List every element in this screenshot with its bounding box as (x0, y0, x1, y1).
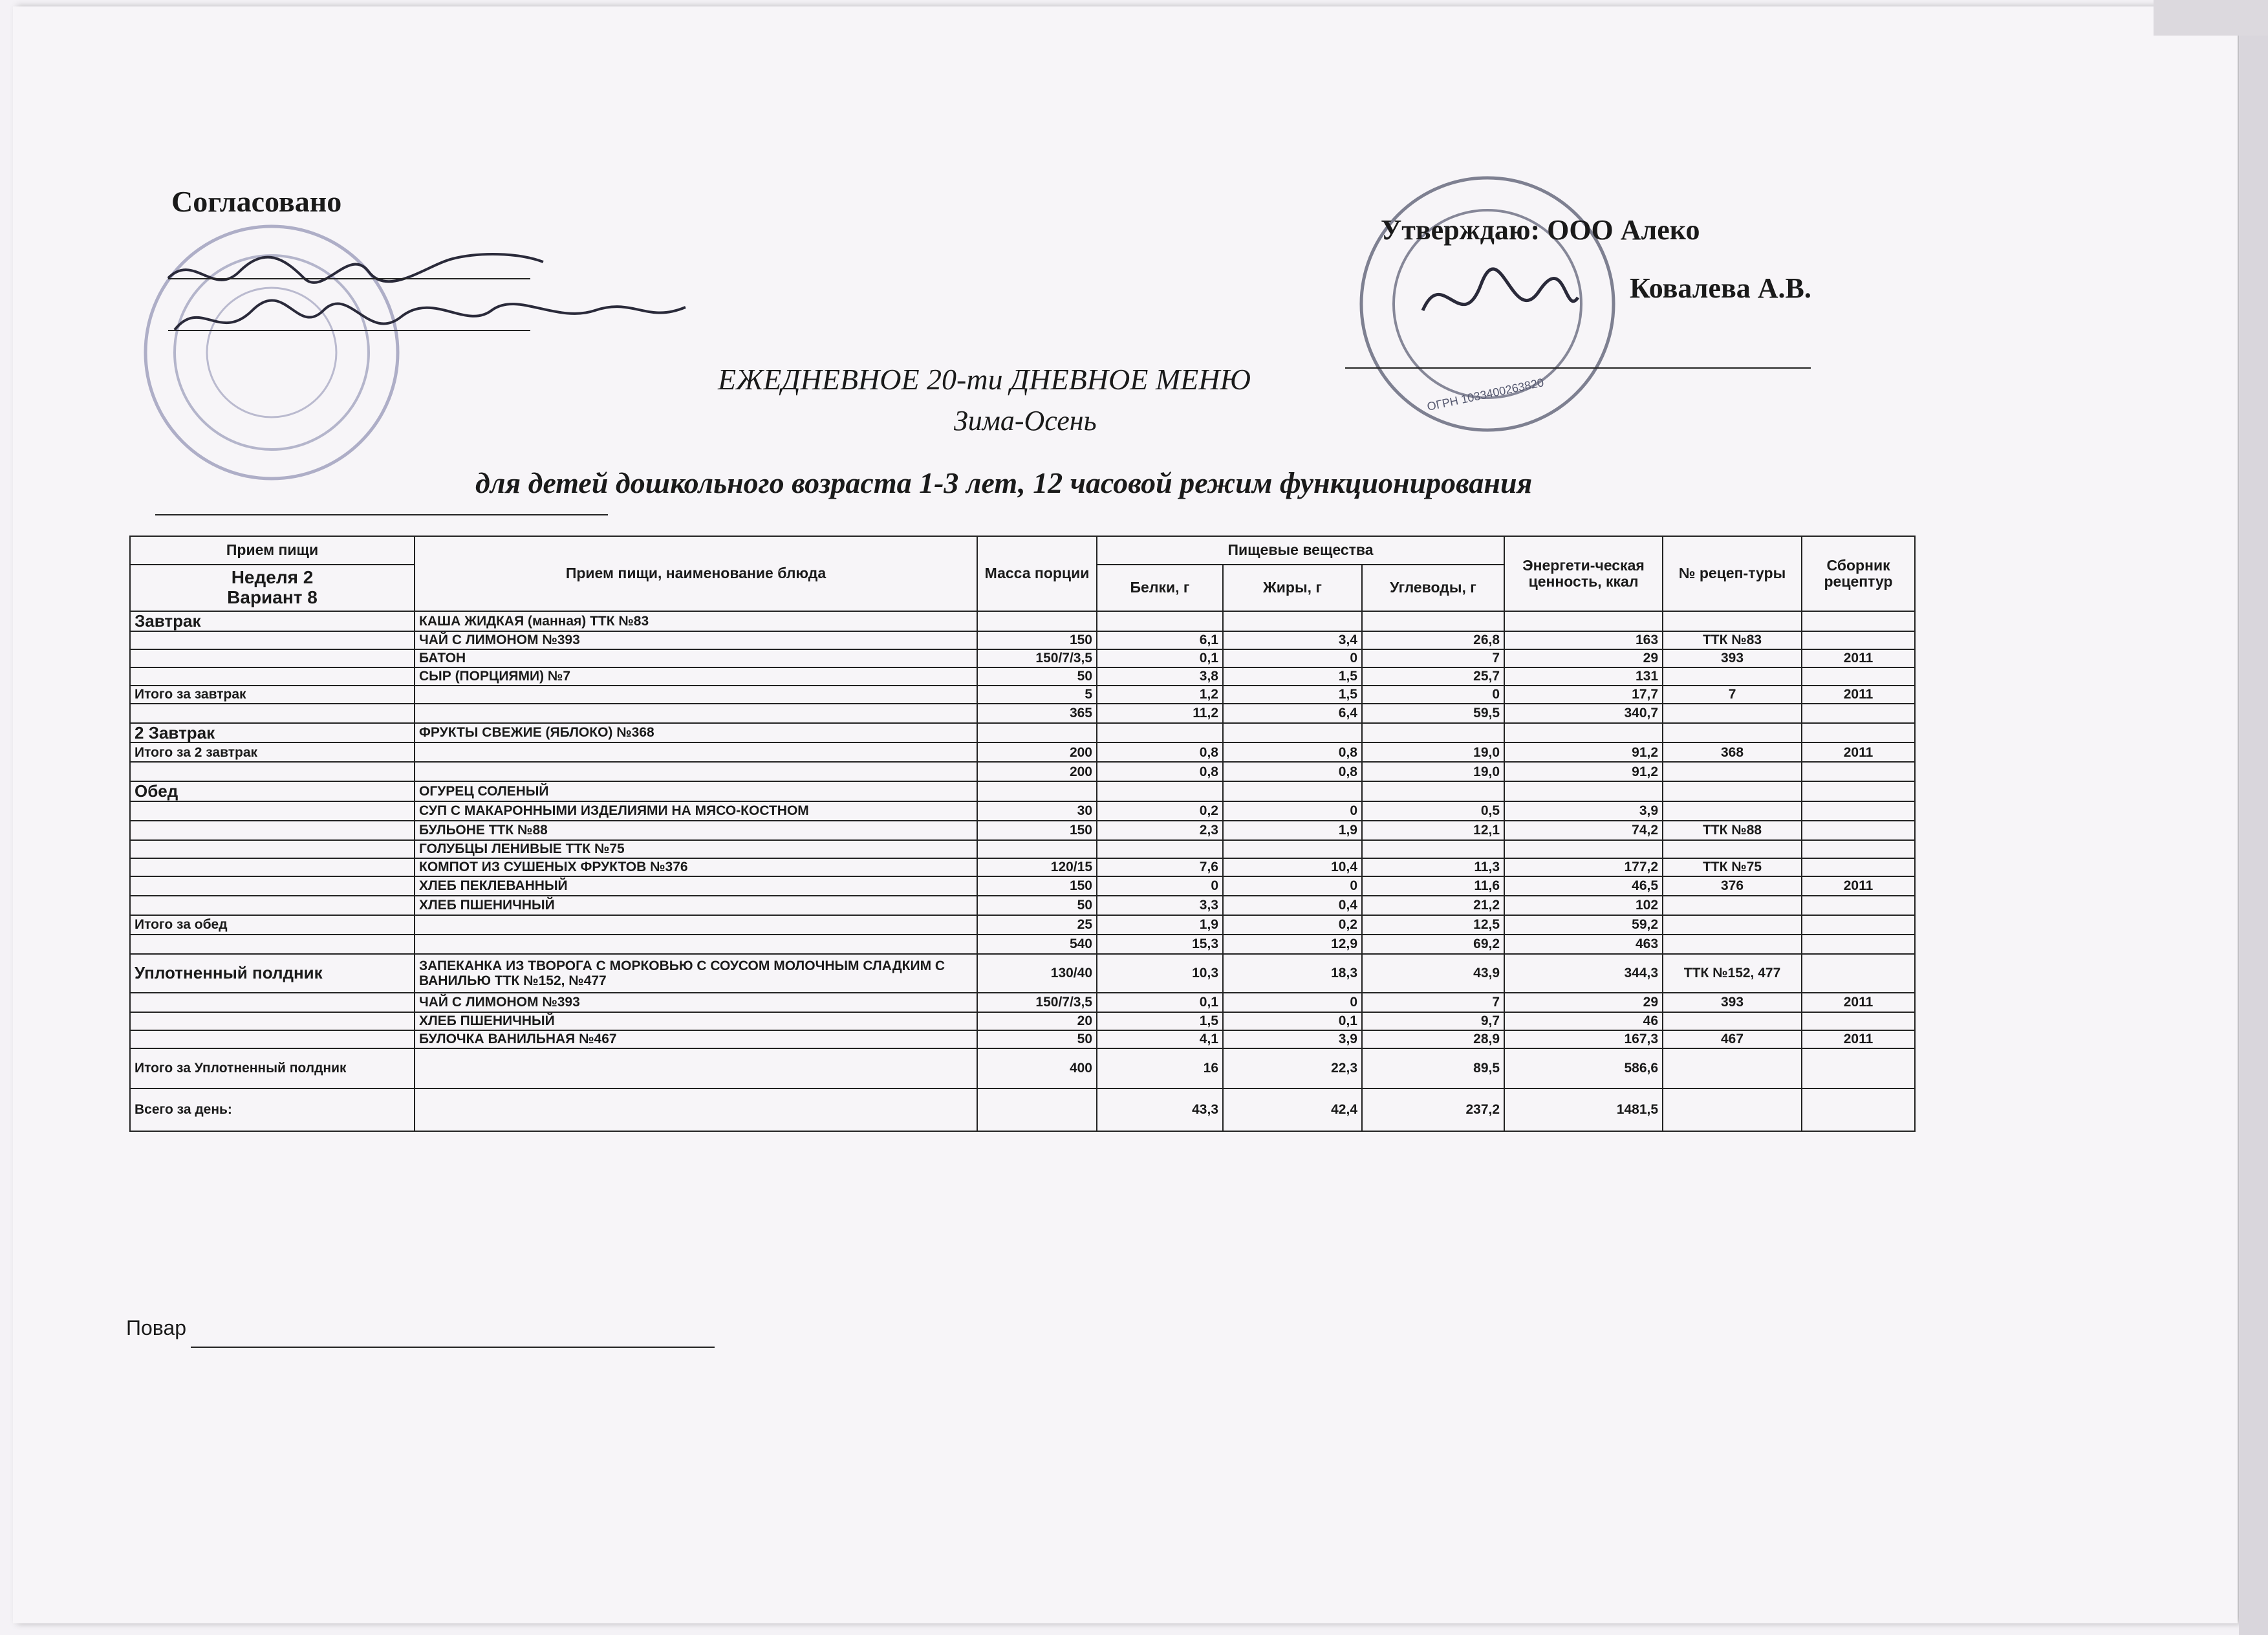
recipe-cell (1663, 611, 1802, 631)
dish-cell: БУЛОЧКА ВАНИЛЬНАЯ №467 (415, 1030, 977, 1048)
scan-edge (2239, 0, 2268, 1635)
protein-cell: 3,3 (1097, 896, 1223, 915)
cook-label: Повар (126, 1316, 187, 1339)
signature-line (191, 1347, 715, 1348)
energy-cell: 131 (1504, 667, 1663, 686)
energy-cell: 340,7 (1504, 704, 1663, 723)
fat-cell: 42,4 (1223, 1088, 1362, 1131)
protein-cell: 1,5 (1097, 1012, 1223, 1030)
fat-cell: 3,4 (1223, 631, 1362, 649)
carb-cell: 12,5 (1362, 915, 1504, 935)
book-cell (1802, 723, 1915, 743)
mass-cell: 130/40 (977, 954, 1097, 993)
meal-cell: Всего за день: (130, 1088, 415, 1131)
recipe-cell: 7 (1663, 686, 1802, 704)
signature-line (168, 330, 530, 331)
energy-cell: 586,6 (1504, 1048, 1663, 1088)
carb-cell: 19,0 (1362, 742, 1504, 762)
dish-cell: БУЛЬОНЕ ТТК №88 (415, 821, 977, 840)
meal-cell (130, 858, 415, 876)
table-row (130, 631, 1915, 649)
table-row (130, 954, 1915, 993)
dish-cell (415, 1048, 977, 1088)
book-cell (1802, 896, 1915, 915)
protein-cell (1097, 611, 1223, 631)
meal-cell (130, 1012, 415, 1030)
carb-cell (1362, 723, 1504, 743)
meal-cell (130, 821, 415, 840)
recipe-cell (1663, 896, 1802, 915)
carb-cell: 69,2 (1362, 935, 1504, 954)
dish-cell: КАША ЖИДКАЯ (манная) ТТК №83 (415, 611, 977, 631)
dish-cell (415, 742, 977, 762)
carb-cell: 0,5 (1362, 801, 1504, 821)
energy-cell: 46,5 (1504, 876, 1663, 896)
dish-cell: ХЛЕБ ПШЕНИЧНЫЙ (415, 896, 977, 915)
dish-cell: СЫР (ПОРЦИЯМИ) №7 (415, 667, 977, 686)
mass-cell: 20 (977, 1012, 1097, 1030)
book-cell (1802, 858, 1915, 876)
energy-cell (1504, 840, 1663, 858)
recipe-cell (1663, 1048, 1802, 1088)
fat-cell: 10,4 (1223, 858, 1362, 876)
signature-line (155, 514, 608, 515)
week-label: Неделя 2 (231, 567, 314, 588)
dish-cell (415, 762, 977, 781)
book-cell (1802, 1048, 1915, 1088)
table-row (130, 876, 1915, 896)
energy-cell: 344,3 (1504, 954, 1663, 993)
col-meal: Прием пищи (130, 536, 415, 565)
recipe-cell (1663, 1012, 1802, 1030)
energy-cell (1504, 723, 1663, 743)
protein-cell: 15,3 (1097, 935, 1223, 954)
carb-cell: 21,2 (1362, 896, 1504, 915)
energy-cell: 91,2 (1504, 762, 1663, 781)
mass-cell: 50 (977, 1030, 1097, 1048)
mass-cell: 5 (977, 686, 1097, 704)
col-mass: Масса порции (977, 536, 1097, 611)
meal-cell (130, 631, 415, 649)
protein-cell: 3,8 (1097, 667, 1223, 686)
mass-cell: 150 (977, 821, 1097, 840)
protein-cell: 16 (1097, 1048, 1223, 1088)
protein-cell: 7,6 (1097, 858, 1223, 876)
book-cell (1802, 840, 1915, 858)
dish-cell: КОМПОТ ИЗ СУШЕНЫХ ФРУКТОВ №376 (415, 858, 977, 876)
fat-cell: 0,4 (1223, 896, 1362, 915)
fat-cell: 1,5 (1223, 686, 1362, 704)
carb-cell: 237,2 (1362, 1088, 1504, 1131)
carb-cell: 43,9 (1362, 954, 1504, 993)
book-cell (1802, 631, 1915, 649)
book-cell (1802, 821, 1915, 840)
table-row (130, 821, 1915, 840)
recipe-cell (1663, 723, 1802, 743)
carb-cell: 12,1 (1362, 821, 1504, 840)
recipe-cell (1663, 704, 1802, 723)
book-cell (1802, 611, 1915, 631)
table-row (130, 781, 1915, 801)
recipe-cell: ТТК №83 (1663, 631, 1802, 649)
protein-cell: 0,2 (1097, 801, 1223, 821)
energy-cell: 17,7 (1504, 686, 1663, 704)
fat-cell: 0,1 (1223, 1012, 1362, 1030)
season-label: Зима-Осень (954, 405, 1097, 437)
energy-cell (1504, 781, 1663, 801)
approver-name: Ковалева А.В. (1630, 272, 1811, 304)
fat-cell: 0 (1223, 649, 1362, 667)
meal-cell (130, 1030, 415, 1048)
mass-cell: 150 (977, 631, 1097, 649)
table-row (130, 1088, 1915, 1131)
recipe-cell: 368 (1663, 742, 1802, 762)
dish-cell: ФРУКТЫ СВЕЖИЕ (ЯБЛОКО) №368 (415, 723, 977, 743)
recipe-cell: ТТК №152, 477 (1663, 954, 1802, 993)
meal-cell: Итого за завтрак (130, 686, 415, 704)
mass-cell: 150 (977, 876, 1097, 896)
table-row (130, 1030, 1915, 1048)
col-fat: Жиры, г (1223, 565, 1362, 611)
fat-cell: 1,5 (1223, 667, 1362, 686)
recipe-cell: 393 (1663, 993, 1802, 1012)
fat-cell (1223, 723, 1362, 743)
book-cell (1802, 915, 1915, 935)
table-row (130, 762, 1915, 781)
dish-cell (415, 1088, 977, 1131)
carb-cell: 25,7 (1362, 667, 1504, 686)
dish-cell (415, 686, 977, 704)
dish-cell: ГОЛУБЦЫ ЛЕНИВЫЕ ТТК №75 (415, 840, 977, 858)
book-cell: 2011 (1802, 742, 1915, 762)
signature-line (168, 278, 530, 279)
carb-cell (1362, 781, 1504, 801)
recipe-cell (1663, 781, 1802, 801)
table-row (130, 993, 1915, 1012)
mass-cell (977, 611, 1097, 631)
meal-cell: Завтрак (130, 611, 415, 631)
recipe-cell: 393 (1663, 649, 1802, 667)
table-row (130, 1048, 1915, 1088)
meal-cell: Итого за Уплотненный полдник (130, 1048, 415, 1088)
protein-cell: 1,2 (1097, 686, 1223, 704)
col-book: Сборник рецептур (1802, 536, 1915, 611)
carb-cell (1362, 611, 1504, 631)
fat-cell: 0,8 (1223, 742, 1362, 762)
book-cell (1802, 1088, 1915, 1131)
protein-cell (1097, 781, 1223, 801)
meal-cell: 2 Завтрак (130, 723, 415, 743)
menu-table (129, 536, 1916, 1132)
book-cell: 2011 (1802, 686, 1915, 704)
fat-cell: 18,3 (1223, 954, 1362, 993)
dish-cell: ОГУРЕЦ СОЛЕНЫЙ (415, 781, 977, 801)
carb-cell: 11,3 (1362, 858, 1504, 876)
carb-cell: 28,9 (1362, 1030, 1504, 1048)
table-row (130, 840, 1915, 858)
energy-cell: 1481,5 (1504, 1088, 1663, 1131)
menu-subtitle: для детей дошкольного возраста 1-3 лет, 12 часовой режим функционирования (475, 466, 1533, 499)
recipe-cell (1663, 762, 1802, 781)
recipe-cell (1663, 915, 1802, 935)
table-row (130, 1012, 1915, 1030)
meal-cell (130, 993, 415, 1012)
table-row (130, 915, 1915, 935)
meal-cell: Итого за обед (130, 915, 415, 935)
mass-cell (977, 723, 1097, 743)
mass-cell: 50 (977, 667, 1097, 686)
carb-cell: 19,0 (1362, 762, 1504, 781)
dish-cell (415, 704, 977, 723)
book-cell (1802, 801, 1915, 821)
col-nutrients: Пищевые вещества (1097, 536, 1504, 565)
fat-cell: 0 (1223, 993, 1362, 1012)
table-row (130, 896, 1915, 915)
table-row (130, 935, 1915, 954)
meal-cell (130, 801, 415, 821)
energy-cell: 29 (1504, 993, 1663, 1012)
mass-cell: 150/7/3,5 (977, 993, 1097, 1012)
fat-cell: 0,8 (1223, 762, 1362, 781)
carb-cell: 7 (1362, 649, 1504, 667)
book-cell (1802, 935, 1915, 954)
mass-cell: 25 (977, 915, 1097, 935)
protein-cell: 0,1 (1097, 649, 1223, 667)
carb-cell: 26,8 (1362, 631, 1504, 649)
meal-cell (130, 840, 415, 858)
fat-cell: 0 (1223, 801, 1362, 821)
protein-cell: 2,3 (1097, 821, 1223, 840)
meal-cell (130, 649, 415, 667)
variant-label: Вариант 8 (227, 587, 318, 607)
dish-cell: ЗАПЕКАНКА ИЗ ТВОРОГА С МОРКОВЬЮ С СОУСОМ МОЛОЧНЫМ СЛАДКИМ С ВАНИЛЬЮ ТТК №152, №477 (415, 954, 977, 993)
book-cell: 2011 (1802, 1030, 1915, 1048)
mass-cell: 30 (977, 801, 1097, 821)
book-cell (1802, 954, 1915, 993)
protein-cell: 6,1 (1097, 631, 1223, 649)
mass-cell: 200 (977, 742, 1097, 762)
book-cell (1802, 781, 1915, 801)
protein-cell: 0,1 (1097, 993, 1223, 1012)
energy-cell: 59,2 (1504, 915, 1663, 935)
carb-cell: 0 (1362, 686, 1504, 704)
mass-cell (977, 781, 1097, 801)
fat-cell: 0 (1223, 876, 1362, 896)
carb-cell: 7 (1362, 993, 1504, 1012)
mass-cell (977, 840, 1097, 858)
recipe-cell (1663, 935, 1802, 954)
mass-cell (977, 1088, 1097, 1131)
book-cell (1802, 1012, 1915, 1030)
meal-cell: Обед (130, 781, 415, 801)
fat-cell: 0,2 (1223, 915, 1362, 935)
col-protein: Белки, г (1097, 565, 1223, 611)
dish-cell: ЧАЙ С ЛИМОНОМ №393 (415, 993, 977, 1012)
book-cell: 2011 (1802, 993, 1915, 1012)
energy-cell: 167,3 (1504, 1030, 1663, 1048)
energy-cell: 29 (1504, 649, 1663, 667)
meal-cell (130, 762, 415, 781)
meal-cell: Уплотненный полдник (130, 954, 415, 993)
dish-cell: БАТОН (415, 649, 977, 667)
fat-cell: 1,9 (1223, 821, 1362, 840)
menu-title: ЕЖЕДНЕВНОЕ 20-ти ДНЕВНОЕ МЕНЮ (718, 363, 1251, 396)
dish-cell: ЧАЙ С ЛИМОНОМ №393 (415, 631, 977, 649)
book-cell: 2011 (1802, 649, 1915, 667)
energy-cell: 3,9 (1504, 801, 1663, 821)
mass-cell: 50 (977, 896, 1097, 915)
table-row (130, 649, 1915, 667)
table-row (130, 704, 1915, 723)
book-cell (1802, 667, 1915, 686)
table-row (130, 686, 1915, 704)
menu-body (130, 611, 1915, 1131)
energy-cell: 46 (1504, 1012, 1663, 1030)
recipe-cell (1663, 840, 1802, 858)
energy-cell: 74,2 (1504, 821, 1663, 840)
protein-cell: 0,8 (1097, 762, 1223, 781)
meal-cell (130, 667, 415, 686)
col-dish: Прием пищи, наименование блюда (415, 536, 977, 611)
meal-cell (130, 935, 415, 954)
book-cell: 2011 (1802, 876, 1915, 896)
scan-corner (2154, 0, 2268, 36)
dish-cell: ХЛЕБ ПЕКЛЕВАННЫЙ (415, 876, 977, 896)
agreed-label: Согласовано (171, 185, 342, 218)
fat-cell (1223, 840, 1362, 858)
fat-cell: 6,4 (1223, 704, 1362, 723)
carb-cell: 59,5 (1362, 704, 1504, 723)
table-row (130, 667, 1915, 686)
mass-cell: 120/15 (977, 858, 1097, 876)
recipe-cell: 467 (1663, 1030, 1802, 1048)
table-row (130, 858, 1915, 876)
mass-cell: 400 (977, 1048, 1097, 1088)
recipe-cell: 376 (1663, 876, 1802, 896)
carb-cell: 89,5 (1362, 1048, 1504, 1088)
book-cell (1802, 762, 1915, 781)
recipe-cell (1663, 1088, 1802, 1131)
dish-cell (415, 935, 977, 954)
fat-cell (1223, 611, 1362, 631)
fat-cell: 22,3 (1223, 1048, 1362, 1088)
protein-cell (1097, 840, 1223, 858)
energy-cell: 91,2 (1504, 742, 1663, 762)
energy-cell: 102 (1504, 896, 1663, 915)
meal-cell (130, 876, 415, 896)
protein-cell: 1,9 (1097, 915, 1223, 935)
book-cell (1802, 704, 1915, 723)
week-cell (130, 565, 415, 611)
mass-cell: 365 (977, 704, 1097, 723)
approve-label: Утверждаю: ООО Алеко (1381, 214, 1700, 246)
table-row (130, 723, 1915, 743)
col-energy: Энергети-ческая ценность, ккал (1504, 536, 1663, 611)
energy-cell (1504, 611, 1663, 631)
protein-cell: 43,3 (1097, 1088, 1223, 1131)
protein-cell (1097, 723, 1223, 743)
energy-cell: 463 (1504, 935, 1663, 954)
recipe-cell (1663, 801, 1802, 821)
fat-cell (1223, 781, 1362, 801)
meal-cell (130, 896, 415, 915)
fat-cell: 3,9 (1223, 1030, 1362, 1048)
carb-cell: 11,6 (1362, 876, 1504, 896)
protein-cell: 11,2 (1097, 704, 1223, 723)
stamp-ogrn: ОГРН 1033400263820 (1425, 376, 1545, 413)
col-recipe: № рецеп-туры (1663, 536, 1802, 611)
dish-cell: СУП С МАКАРОННЫМИ ИЗДЕЛИЯМИ НА МЯСО-КОСТНОМ (415, 801, 977, 821)
table-row (130, 742, 1915, 762)
col-carb: Углеводы, г (1362, 565, 1504, 611)
energy-cell: 177,2 (1504, 858, 1663, 876)
meal-cell: Итого за 2 завтрак (130, 742, 415, 762)
dish-cell: ХЛЕБ ПШЕНИЧНЫЙ (415, 1012, 977, 1030)
left-signature (155, 233, 724, 362)
protein-cell: 10,3 (1097, 954, 1223, 993)
protein-cell: 0,8 (1097, 742, 1223, 762)
recipe-cell: ТТК №88 (1663, 821, 1802, 840)
table-row (130, 801, 1915, 821)
carb-cell (1362, 840, 1504, 858)
recipe-cell: ТТК №75 (1663, 858, 1802, 876)
mass-cell: 150/7/3,5 (977, 649, 1097, 667)
mass-cell: 200 (977, 762, 1097, 781)
table-row (130, 611, 1915, 631)
protein-cell: 0 (1097, 876, 1223, 896)
meal-cell (130, 704, 415, 723)
recipe-cell (1663, 667, 1802, 686)
energy-cell: 163 (1504, 631, 1663, 649)
signature-line (1345, 367, 1811, 369)
carb-cell: 9,7 (1362, 1012, 1504, 1030)
fat-cell: 12,9 (1223, 935, 1362, 954)
table-header-row (130, 536, 1915, 565)
mass-cell: 540 (977, 935, 1097, 954)
dish-cell (415, 915, 977, 935)
protein-cell: 4,1 (1097, 1030, 1223, 1048)
